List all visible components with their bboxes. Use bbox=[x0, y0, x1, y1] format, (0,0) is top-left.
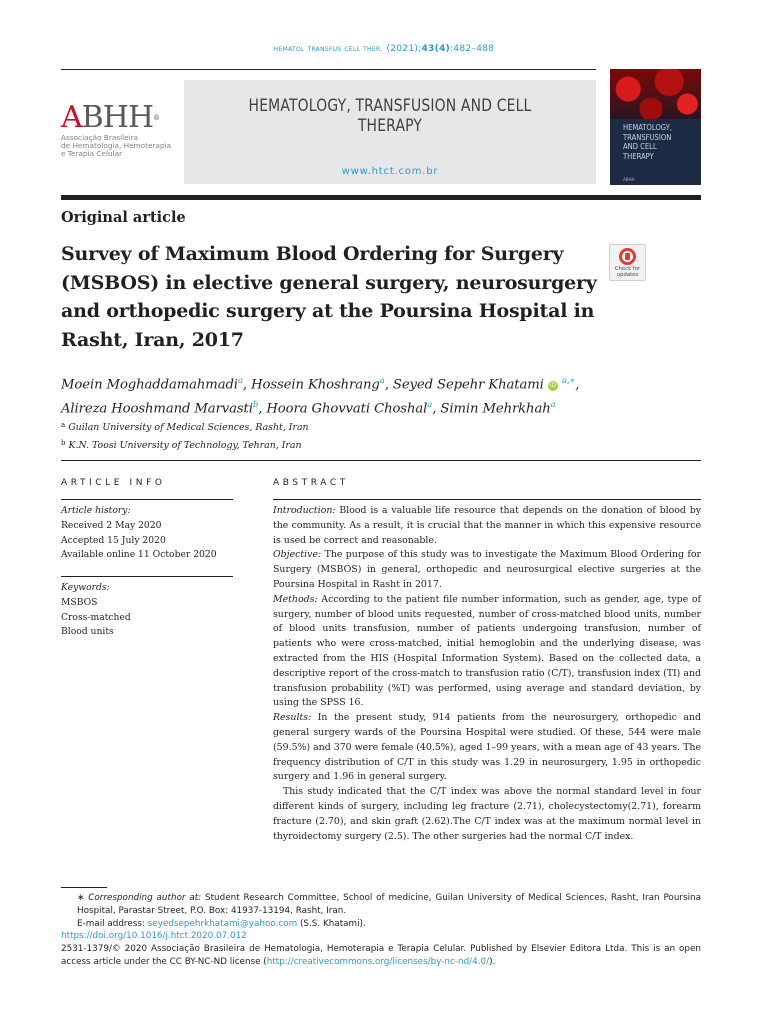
journal-cover-image bbox=[610, 69, 701, 185]
keyword-item: MSBOS bbox=[61, 596, 98, 608]
affiliation-item: $^b$ K.N. Toosi University of Technology, Tehran, Iran bbox=[61, 438, 302, 451]
received-date: Received 2 May 2020 bbox=[61, 519, 162, 531]
abstract-body bbox=[273, 504, 701, 844]
section-divider bbox=[61, 460, 701, 461]
logo-subtitle: Associação Brasileira de Hematologia, Hemoterapia e Terapia Celular bbox=[61, 133, 172, 159]
author-name[interactable]: Simin Mehrkhah bbox=[440, 401, 551, 417]
journal-url-link[interactable]: www.htct.com.br bbox=[341, 166, 439, 177]
keywords-block bbox=[61, 581, 233, 640]
abstract-results: Results: In the present study, 914 patients from the neurosurgery, orthopedic and general surgery wards of the Poursina Hospital were studied. Of these, 544 were male (59.5%) and 370 were female (40.5%), aged 1–99 years, with a mean age of 43 years. The frequency distribution of C/T in this study was 1.29 in neurosurgery, 1.95 in orthopedic surgery and 1.96 in general surgery. bbox=[273, 712, 701, 783]
cover-footer: ABHH bbox=[623, 177, 635, 182]
author-name[interactable]: Hossein Khoshrang bbox=[251, 377, 380, 393]
top-divider bbox=[61, 69, 596, 70]
footnote-block bbox=[61, 892, 701, 969]
author-affil-mark[interactable]: a bbox=[427, 400, 433, 411]
abstract-heading: ABSTRACT bbox=[273, 478, 349, 488]
article-history bbox=[61, 504, 233, 563]
doi-link[interactable]: https://doi.org/10.1016/j.htct.2020.07.012 bbox=[61, 931, 247, 942]
email-line: E-mail address: seyedsepehrkhatami@yahoo.com (S.S. Khatami). bbox=[77, 918, 366, 929]
abstract-rule bbox=[273, 499, 701, 500]
abstract-objective: Objective: The purpose of this study was to investigate the Maximum Blood Ordering for Surgery (MSBOS) in general, orthopedic and neurosurgical elective surgeries at the Poursina Hospital in Rasht in 2017. bbox=[273, 549, 702, 590]
abhh-logo bbox=[61, 100, 173, 159]
keywords-label: Keywords: bbox=[61, 582, 110, 593]
corresponding-author-note: ∗ Corresponding author at: Student Research Committee, School of medicine, Guilan University of Medical Sciences, Rasht, Iran Poursina Hospital, Parastar Street, P.O. Box: 41937-13194, Rasht, Iran. bbox=[77, 893, 701, 916]
history-label: Article history: bbox=[61, 505, 131, 516]
abstract-introduction: Introduction: Blood is a valuable life resource that depends on the donation of blood by the community. As a result, it is crucial that the manner in which this expensive resource is used be correct and reasonable. bbox=[273, 505, 702, 546]
check-for-updates-badge[interactable] bbox=[609, 244, 646, 281]
logo-letters: ABHH® bbox=[61, 100, 160, 135]
orcid-icon[interactable]: iD bbox=[549, 382, 556, 390]
article-type: Original article bbox=[61, 209, 186, 226]
author-affil-mark[interactable]: a bbox=[237, 376, 243, 386]
citation-pages: :482–488 bbox=[450, 44, 495, 54]
author-affil-mark[interactable]: a,∗ bbox=[561, 376, 576, 386]
blood-cells-image bbox=[610, 69, 701, 119]
citation-year: (2021); bbox=[386, 44, 422, 54]
license-link[interactable]: http://creativecommons.org/licenses/by-nc-nd/4.0/ bbox=[266, 956, 490, 967]
citation-line bbox=[0, 44, 768, 54]
affiliation-item: $^a$ Guilan University of Medical Sciences, Rasht, Iran bbox=[61, 421, 309, 433]
article-title: Survey of Maximum Blood Ordering for Surgery (MSBOS) in elective general surgery, neurosurgery and orthopedic surgery at the Poursina Hospital in Rasht, Iran, 2017 bbox=[61, 243, 597, 351]
author-affil-mark[interactable]: a bbox=[379, 376, 385, 386]
keyword-item: Blood units bbox=[61, 626, 114, 638]
keyword-item: Cross-matched bbox=[61, 611, 131, 623]
author-name[interactable]: Seyed Sepehr Khatami bbox=[392, 377, 544, 393]
journal-header-box bbox=[184, 80, 596, 184]
license-line: 2531-1379/© 2020 Associação Brasileira de Hematologia, Hemoterapia e Terapia Celular. Published by Elsevier Editora Ltda. This is an open access article under the CC BY-NC-ND license (http://creativecommons.org/licenses/by-nc-nd/4.0/). bbox=[61, 944, 701, 967]
abstract-methods: Methods: According to the patient file number information, such as gender, age, type of surgery, number of blood units requested, number of cross-matched blood units, number of blood units transfusion, number of patients undergoing transfusion, number of patients who were cross-matched, initial hemoglobin and the underlying disease, was extracted from the HIS (Hospital Information System). Based on the collected data, a descriptive report of the cross-match to transfusion ratio (C/T), transfusion index (TI) and transfusion probability (%T) was performed, using average and standard deviation, by using the SPSS 16. bbox=[273, 593, 701, 709]
author-affil-mark[interactable]: b bbox=[252, 400, 259, 411]
citation-volume: 43(4) bbox=[421, 44, 451, 54]
footnote-rule bbox=[61, 887, 107, 888]
header-thick-divider bbox=[61, 195, 701, 200]
keywords-rule bbox=[61, 576, 233, 577]
author-affil-mark[interactable]: a bbox=[550, 400, 556, 411]
author-name[interactable]: Moein Moghaddamahmadi bbox=[61, 377, 238, 393]
accepted-date: Accepted 15 July 2020 bbox=[61, 534, 166, 546]
article-info-heading: ARTICLE INFO bbox=[61, 478, 166, 488]
affiliations bbox=[61, 418, 701, 453]
journal-title: HEMATOLOGY, TRANSFUSION AND CELL THERAPY bbox=[248, 96, 532, 136]
email-link[interactable]: seyedsepehrkhatami@yahoo.com bbox=[147, 918, 298, 929]
bookmark-icon bbox=[619, 248, 636, 265]
author-name[interactable]: Hoora Ghovvati Choshal bbox=[266, 401, 428, 417]
abstract-results-continued: This study indicated that the C/T index was above the normal standard level in four different kinds of surgery, including leg fracture (2.71), cholecystectomy(2.71), forearm fracture (2.70), and skin graft (2.62).The C/T index was at the maximum normal level in thyroidectomy surgery (2.5). The other surgeries had the normal C/T index. bbox=[273, 786, 701, 842]
citation-journal: hematol transfus cell ther. bbox=[273, 44, 384, 53]
author-list: Moein Moghaddamahmadi$^a$, Hossein Khoshrang$^a$, Seyed Sepehr Khatami iD $^{a,∗}$, Alireza Hooshmand Marvasti$^b$, Hoora Ghovvati Choshal$^a$, Simin Mehrkhah$^a$ bbox=[61, 376, 580, 417]
cover-title: HEMATOLOGY, TRANSFUSION AND CELL THERAPY bbox=[623, 123, 673, 161]
check-for-updates-label: Check for updates bbox=[614, 266, 641, 278]
article-info-rule bbox=[61, 499, 233, 500]
online-date: Available online 11 October 2020 bbox=[61, 549, 217, 561]
author-name[interactable]: Alireza Hooshmand Marvasti bbox=[61, 401, 253, 417]
